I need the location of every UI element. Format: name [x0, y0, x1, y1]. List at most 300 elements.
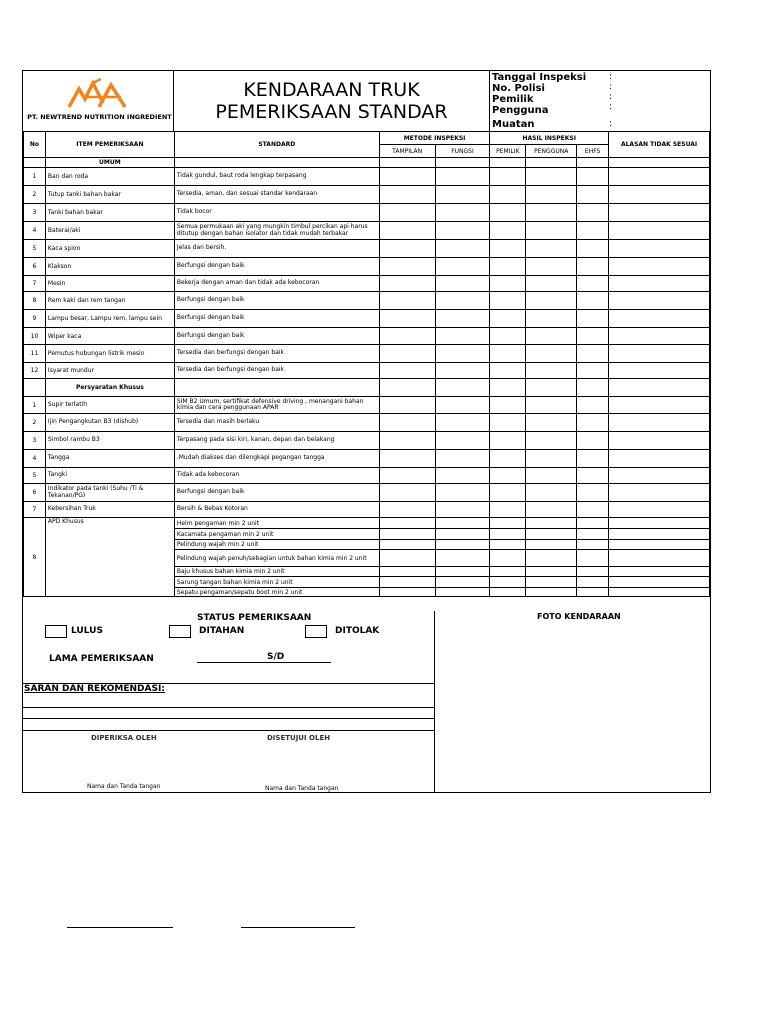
- check-cell[interactable]: [577, 310, 609, 328]
- table-row: [24, 204, 710, 222]
- saran-line-1[interactable]: [23, 707, 435, 708]
- table-row: [24, 276, 710, 292]
- colon: :: [609, 102, 613, 112]
- colon: :: [609, 82, 613, 92]
- row-standard: Pelindung wajah penuh/sebagian untuk bahan kimia min 2 unit: [174, 550, 379, 567]
- diperiksa-label: DIPERIKSA OLEH: [91, 734, 157, 742]
- row-standard: SIM B2 Umum, sertifikat defensive driving , menangani bahan kimia dan cara penggunaan APAR: [174, 397, 379, 414]
- check-cell[interactable]: [379, 540, 435, 550]
- check-cell[interactable]: [490, 588, 526, 597]
- row-standard: Baju khusus bahan kimia min 2 unit: [174, 567, 379, 577]
- check-cell[interactable]: [577, 550, 609, 567]
- check-cell[interactable]: [379, 450, 435, 468]
- check-cell[interactable]: [379, 276, 435, 292]
- check-cell[interactable]: [379, 345, 435, 363]
- check-cell[interactable]: [490, 240, 526, 258]
- row-item: Supir terlatih: [45, 397, 174, 414]
- table-row: [24, 328, 710, 345]
- table-row: [24, 222, 710, 240]
- check-cell[interactable]: [577, 468, 609, 484]
- row-item: Indikator pada tanki (Suhu /Ti & Tekanan/PG): [45, 484, 174, 502]
- check-cell[interactable]: [609, 502, 710, 518]
- check-cell[interactable]: [490, 276, 526, 292]
- check-cell[interactable]: [526, 567, 577, 577]
- check-cell[interactable]: [490, 450, 526, 468]
- saran-label: SARAN DAN REKOMENDASI:: [24, 684, 165, 694]
- ditahan-label: DITAHAN: [199, 626, 245, 636]
- check-cell[interactable]: [577, 258, 609, 276]
- info-tanggal: Tanggal Inspeksi: [492, 72, 587, 83]
- colon: :: [609, 92, 613, 102]
- check-cell[interactable]: [435, 240, 490, 258]
- table-row: [24, 450, 710, 468]
- check-cell[interactable]: [435, 292, 490, 310]
- row-no: 4: [24, 450, 46, 468]
- check-cell[interactable]: [435, 204, 490, 222]
- check-cell[interactable]: [526, 414, 577, 432]
- check-cell[interactable]: [577, 363, 609, 379]
- check-cell[interactable]: [490, 310, 526, 328]
- check-cell[interactable]: [609, 168, 710, 186]
- table-row: [24, 484, 710, 502]
- check-cell[interactable]: [379, 186, 435, 204]
- check-cell[interactable]: [577, 529, 609, 540]
- row-no: 6: [24, 484, 46, 502]
- colon: :: [609, 72, 613, 82]
- row-item: Wiper kaca: [45, 328, 174, 345]
- check-cell[interactable]: [435, 363, 490, 379]
- check-cell[interactable]: [609, 577, 710, 588]
- row-item: Tanki bahan bakar: [45, 204, 174, 222]
- check-cell[interactable]: [526, 577, 577, 588]
- check-cell[interactable]: [609, 397, 710, 414]
- check-cell[interactable]: [379, 258, 435, 276]
- info-pemilik: Pemilik: [492, 94, 534, 105]
- check-cell[interactable]: [379, 397, 435, 414]
- check-cell[interactable]: [526, 484, 577, 502]
- check-cell[interactable]: [490, 168, 526, 186]
- check-cell[interactable]: [490, 328, 526, 345]
- row-standard: Terpasang pada sisi kiri, kanan, depan dan belakang: [174, 432, 379, 450]
- check-cell[interactable]: [379, 502, 435, 518]
- row-item: Ijin Pengangkutan B3 (dishub): [45, 414, 174, 432]
- check-cell[interactable]: [490, 550, 526, 567]
- check-cell[interactable]: [526, 158, 577, 168]
- check-cell[interactable]: [577, 328, 609, 345]
- check-cell[interactable]: [435, 468, 490, 484]
- nama-ttd-1: Nama dan Tanda tangan: [87, 783, 161, 790]
- row-no: 2: [24, 414, 46, 432]
- row-standard: Sepatu pengaman/sepatu boot min 2 unit: [174, 588, 379, 597]
- check-cell[interactable]: [609, 310, 710, 328]
- ditolak-label: DITOLAK: [335, 626, 380, 636]
- check-cell[interactable]: [435, 577, 490, 588]
- signature-line-1[interactable]: [67, 927, 173, 928]
- check-cell[interactable]: [609, 186, 710, 204]
- row-item: Simbol rambu B3: [45, 432, 174, 450]
- lulus-label: LULUS: [71, 626, 103, 636]
- check-cell[interactable]: [490, 577, 526, 588]
- signature-line-2[interactable]: [241, 927, 355, 928]
- row-standard: Bekerja dengan aman dan tidak ada kebocoran: [174, 276, 379, 292]
- check-cell[interactable]: [609, 222, 710, 240]
- col-alasan: ALASAN TIDAK SESUAI: [609, 132, 710, 158]
- check-cell[interactable]: [577, 222, 609, 240]
- row-no: 1: [24, 168, 46, 186]
- row-item: Lampu besar, Lampu rem, lampu sein: [45, 310, 174, 328]
- row-no: 4: [24, 222, 46, 240]
- check-cell[interactable]: [490, 222, 526, 240]
- row-item: Tutup tanki bahan bakar: [45, 186, 174, 204]
- check-cell[interactable]: [435, 186, 490, 204]
- row-no: 6: [24, 258, 46, 276]
- nama-ttd-2: Nama dan Tanda tangan: [265, 785, 339, 792]
- row-no: 8: [24, 518, 46, 597]
- row-no: 10: [24, 328, 46, 345]
- check-cell[interactable]: [577, 186, 609, 204]
- check-cell[interactable]: [435, 345, 490, 363]
- check-cell[interactable]: [526, 222, 577, 240]
- check-cell[interactable]: [526, 292, 577, 310]
- check-cell[interactable]: [379, 588, 435, 597]
- check-cell[interactable]: [526, 276, 577, 292]
- saran-line-3[interactable]: [23, 730, 435, 731]
- sd-label: S/D: [267, 652, 285, 662]
- check-cell[interactable]: [609, 540, 710, 550]
- check-cell[interactable]: [379, 328, 435, 345]
- status-title: STATUS PEMERIKSAAN: [197, 613, 312, 623]
- check-cell[interactable]: [526, 204, 577, 222]
- check-cell[interactable]: [490, 432, 526, 450]
- info-pengguna: Pengguna: [492, 105, 549, 116]
- check-cell[interactable]: [609, 432, 710, 450]
- row-item: Kebersihan Truk: [45, 502, 174, 518]
- check-cell[interactable]: [526, 550, 577, 567]
- check-cell[interactable]: [435, 379, 490, 397]
- row-no: 9: [24, 310, 46, 328]
- row-item: APD Khusus: [45, 518, 174, 597]
- col-hasil: HASIL INSPEKSI: [490, 132, 609, 145]
- info-polisi: No. Polisi: [492, 83, 545, 94]
- row-standard: Tersedia, aman, dan sesuai standar kendaraan: [174, 186, 379, 204]
- col-metode: METODE INSPEKSI: [379, 132, 490, 145]
- check-cell[interactable]: [577, 567, 609, 577]
- row-item: Baterai/aki: [45, 222, 174, 240]
- row-no: 11: [24, 345, 46, 363]
- lama-field[interactable]: [197, 662, 331, 663]
- row-standard: .Mudah diakses dan dilengkapi pegangan tangga: [174, 450, 379, 468]
- check-cell[interactable]: [526, 540, 577, 550]
- check-cell[interactable]: [526, 168, 577, 186]
- row-no: 7: [24, 276, 46, 292]
- check-cell[interactable]: [490, 379, 526, 397]
- check-cell[interactable]: [435, 502, 490, 518]
- check-cell[interactable]: [526, 397, 577, 414]
- row-no: 1: [24, 397, 46, 414]
- table-row: [24, 345, 710, 363]
- row-standard: Helm pengaman min 2 unit: [174, 518, 379, 529]
- check-cell[interactable]: [435, 484, 490, 502]
- check-cell[interactable]: [526, 502, 577, 518]
- row-item: Kaca spion: [45, 240, 174, 258]
- check-cell[interactable]: [490, 258, 526, 276]
- row-standard: Tidak ada kebocoran: [174, 468, 379, 484]
- inspection-form: [22, 70, 711, 793]
- row-standard: Tersedia dan berfungsi dengan baik: [174, 363, 379, 379]
- row-item: Pemutus hubungan listrik mesin: [45, 345, 174, 363]
- check-cell[interactable]: [609, 158, 710, 168]
- row-standard: Berfungsi dengan baik: [174, 328, 379, 345]
- row-standard: Tidak bocor: [174, 204, 379, 222]
- check-cell[interactable]: [435, 310, 490, 328]
- row-standard: Tersedia dan berfungsi dengan baik: [174, 345, 379, 363]
- row-standard: Tersedia dan masih berlaku: [174, 414, 379, 432]
- check-cell[interactable]: [609, 468, 710, 484]
- check-cell[interactable]: [435, 529, 490, 540]
- section-khusus: Persyaratan Khusus: [45, 379, 174, 397]
- row-item: Rem kaki dan rem tangan: [45, 292, 174, 310]
- lama-label: LAMA PEMERIKSAAN: [49, 654, 154, 664]
- check-cell[interactable]: [379, 414, 435, 432]
- check-cell[interactable]: [490, 518, 526, 529]
- inspection-info: [490, 71, 712, 131]
- check-cell[interactable]: [435, 518, 490, 529]
- check-cell[interactable]: [577, 345, 609, 363]
- check-cell[interactable]: [379, 240, 435, 258]
- check-cell[interactable]: [577, 158, 609, 168]
- check-cell[interactable]: [609, 518, 710, 529]
- check-cell[interactable]: [577, 588, 609, 597]
- table-row: [24, 502, 710, 518]
- table-row: [24, 258, 710, 276]
- check-cell[interactable]: [435, 588, 490, 597]
- row-item: Isyarat mundur: [45, 363, 174, 379]
- check-cell[interactable]: [490, 414, 526, 432]
- check-cell[interactable]: [490, 529, 526, 540]
- check-cell[interactable]: [609, 240, 710, 258]
- check-cell[interactable]: [379, 577, 435, 588]
- table-row: [24, 186, 710, 204]
- check-cell[interactable]: [379, 468, 435, 484]
- table-row: [24, 292, 710, 310]
- check-cell[interactable]: [435, 550, 490, 567]
- check-cell[interactable]: [435, 158, 490, 168]
- check-cell[interactable]: [526, 432, 577, 450]
- check-cell[interactable]: [609, 588, 710, 597]
- check-cell[interactable]: [490, 397, 526, 414]
- col-item: ITEM PEMERIKSAAN: [45, 132, 174, 158]
- status-section: [23, 611, 435, 793]
- check-cell[interactable]: [435, 540, 490, 550]
- check-cell[interactable]: [577, 379, 609, 397]
- check-cell[interactable]: [526, 588, 577, 597]
- check-cell[interactable]: [526, 518, 577, 529]
- colon: :: [609, 119, 613, 129]
- table-row: [24, 310, 710, 328]
- title-line-2: PEMERIKSAAN STANDAR: [215, 101, 448, 123]
- row-no: 2: [24, 186, 46, 204]
- table-row: [24, 168, 710, 186]
- check-cell[interactable]: [577, 292, 609, 310]
- title-line-1: KENDARAAN TRUK: [243, 79, 420, 101]
- check-cell[interactable]: [379, 168, 435, 186]
- ditahan-checkbox[interactable]: [169, 625, 191, 638]
- check-cell[interactable]: [577, 518, 609, 529]
- check-cell[interactable]: [609, 529, 710, 540]
- sub-pengguna: PENGGUNA: [526, 145, 577, 158]
- check-cell[interactable]: [490, 345, 526, 363]
- check-cell[interactable]: [435, 397, 490, 414]
- check-cell[interactable]: [490, 204, 526, 222]
- check-cell[interactable]: [526, 363, 577, 379]
- row-standard: Kacamata pengaman min 2 unit: [174, 529, 379, 540]
- check-cell[interactable]: [609, 258, 710, 276]
- row-standard: Berfungsi dengan baik: [174, 292, 379, 310]
- sub-fungsi: FUNGSI: [435, 145, 490, 158]
- row-standard: Semua permukaan aki yang mungkin timbul percikan api harus ditutup dengan bahan isolator dan tidak mudah terbakar: [174, 222, 379, 240]
- check-cell[interactable]: [577, 276, 609, 292]
- check-cell[interactable]: [435, 168, 490, 186]
- row-standard: Tidak gundul, baut roda lengkap terpasang: [174, 168, 379, 186]
- row-no: 3: [24, 204, 46, 222]
- check-cell[interactable]: [490, 567, 526, 577]
- table-row: [24, 240, 710, 258]
- check-cell[interactable]: [435, 567, 490, 577]
- check-cell[interactable]: [490, 363, 526, 379]
- check-cell[interactable]: [435, 328, 490, 345]
- check-cell[interactable]: [435, 276, 490, 292]
- check-cell[interactable]: [379, 204, 435, 222]
- row-standard: Jelas dan bersih.: [174, 240, 379, 258]
- check-cell[interactable]: [526, 345, 577, 363]
- check-cell[interactable]: [526, 450, 577, 468]
- check-cell[interactable]: [577, 502, 609, 518]
- row-standard: Berfungsi dengan baik: [174, 310, 379, 328]
- foto-label: FOTO KENDARAAN: [537, 612, 621, 621]
- check-cell[interactable]: [526, 186, 577, 204]
- check-cell[interactable]: [609, 292, 710, 310]
- check-cell[interactable]: [379, 529, 435, 540]
- row-standard: Berfungsi dengan baik: [174, 258, 379, 276]
- check-cell[interactable]: [577, 432, 609, 450]
- check-cell[interactable]: [577, 450, 609, 468]
- check-cell[interactable]: [609, 276, 710, 292]
- sub-pemilik: PEMILIK: [490, 145, 526, 158]
- check-cell[interactable]: [577, 540, 609, 550]
- check-cell[interactable]: [609, 484, 710, 502]
- check-cell[interactable]: [609, 204, 710, 222]
- check-cell[interactable]: [577, 397, 609, 414]
- logo-cell: [23, 71, 174, 131]
- check-cell[interactable]: [609, 363, 710, 379]
- check-cell[interactable]: [609, 328, 710, 345]
- check-cell[interactable]: [526, 468, 577, 484]
- check-cell[interactable]: [435, 432, 490, 450]
- info-muatan: Muatan: [492, 119, 535, 130]
- check-cell[interactable]: [490, 468, 526, 484]
- check-cell[interactable]: [379, 518, 435, 529]
- check-cell[interactable]: [435, 258, 490, 276]
- check-cell[interactable]: [379, 292, 435, 310]
- check-cell[interactable]: [577, 577, 609, 588]
- check-cell[interactable]: [577, 414, 609, 432]
- check-cell[interactable]: [526, 310, 577, 328]
- section-umum: UMUM: [45, 158, 174, 168]
- row-no: 5: [24, 468, 46, 484]
- check-cell[interactable]: [490, 540, 526, 550]
- row-item: Tangki: [45, 468, 174, 484]
- check-cell[interactable]: [577, 484, 609, 502]
- check-cell[interactable]: [435, 414, 490, 432]
- check-cell[interactable]: [435, 222, 490, 240]
- check-cell[interactable]: [379, 484, 435, 502]
- check-cell[interactable]: [379, 363, 435, 379]
- form-title: [174, 71, 490, 131]
- check-cell[interactable]: [379, 567, 435, 577]
- col-no: No: [24, 132, 46, 158]
- check-cell[interactable]: [609, 567, 710, 577]
- check-cell[interactable]: [379, 550, 435, 567]
- sub-ehfs: EHFS: [577, 145, 609, 158]
- row-no: 5: [24, 240, 46, 258]
- table-row: [24, 414, 710, 432]
- row-standard: Sarung tangan bahan kimia min 2 unit: [174, 577, 379, 588]
- check-cell[interactable]: [379, 222, 435, 240]
- check-cell[interactable]: [490, 502, 526, 518]
- row-item: Tangga: [45, 450, 174, 468]
- row-standard: Bersih & Bebas Kotoran: [174, 502, 379, 518]
- check-cell[interactable]: [526, 529, 577, 540]
- row-no: 12: [24, 363, 46, 379]
- check-cell[interactable]: [490, 158, 526, 168]
- row-item: Klakson: [45, 258, 174, 276]
- saran-line-2[interactable]: [23, 718, 435, 719]
- check-cell[interactable]: [609, 450, 710, 468]
- check-cell[interactable]: [609, 414, 710, 432]
- check-cell[interactable]: [379, 432, 435, 450]
- check-cell[interactable]: [490, 484, 526, 502]
- sub-tampilan: TAMPILAN: [379, 145, 435, 158]
- check-cell[interactable]: [379, 158, 435, 168]
- check-cell[interactable]: [526, 328, 577, 345]
- table-row: [24, 397, 710, 414]
- table-row: [24, 518, 710, 529]
- row-no: 8: [24, 292, 46, 310]
- check-cell[interactable]: [577, 204, 609, 222]
- check-cell[interactable]: [490, 292, 526, 310]
- check-cell[interactable]: [490, 186, 526, 204]
- check-cell[interactable]: [609, 379, 710, 397]
- check-cell[interactable]: [526, 258, 577, 276]
- check-cell[interactable]: [609, 550, 710, 567]
- check-cell[interactable]: [379, 379, 435, 397]
- table-row: [24, 468, 710, 484]
- row-item: Ban dan roda: [45, 168, 174, 186]
- check-cell[interactable]: [577, 168, 609, 186]
- ditolak-checkbox[interactable]: [305, 625, 327, 638]
- check-cell[interactable]: [609, 345, 710, 363]
- inspection-table: [23, 131, 710, 597]
- check-cell[interactable]: [577, 240, 609, 258]
- row-item: Mesin: [45, 276, 174, 292]
- newtrend-logo-icon: [63, 75, 133, 111]
- check-cell[interactable]: [526, 240, 577, 258]
- check-cell[interactable]: [526, 379, 577, 397]
- lulus-checkbox[interactable]: [45, 625, 67, 638]
- check-cell[interactable]: [379, 310, 435, 328]
- col-standard: STANDARD: [174, 132, 379, 158]
- check-cell[interactable]: [435, 450, 490, 468]
